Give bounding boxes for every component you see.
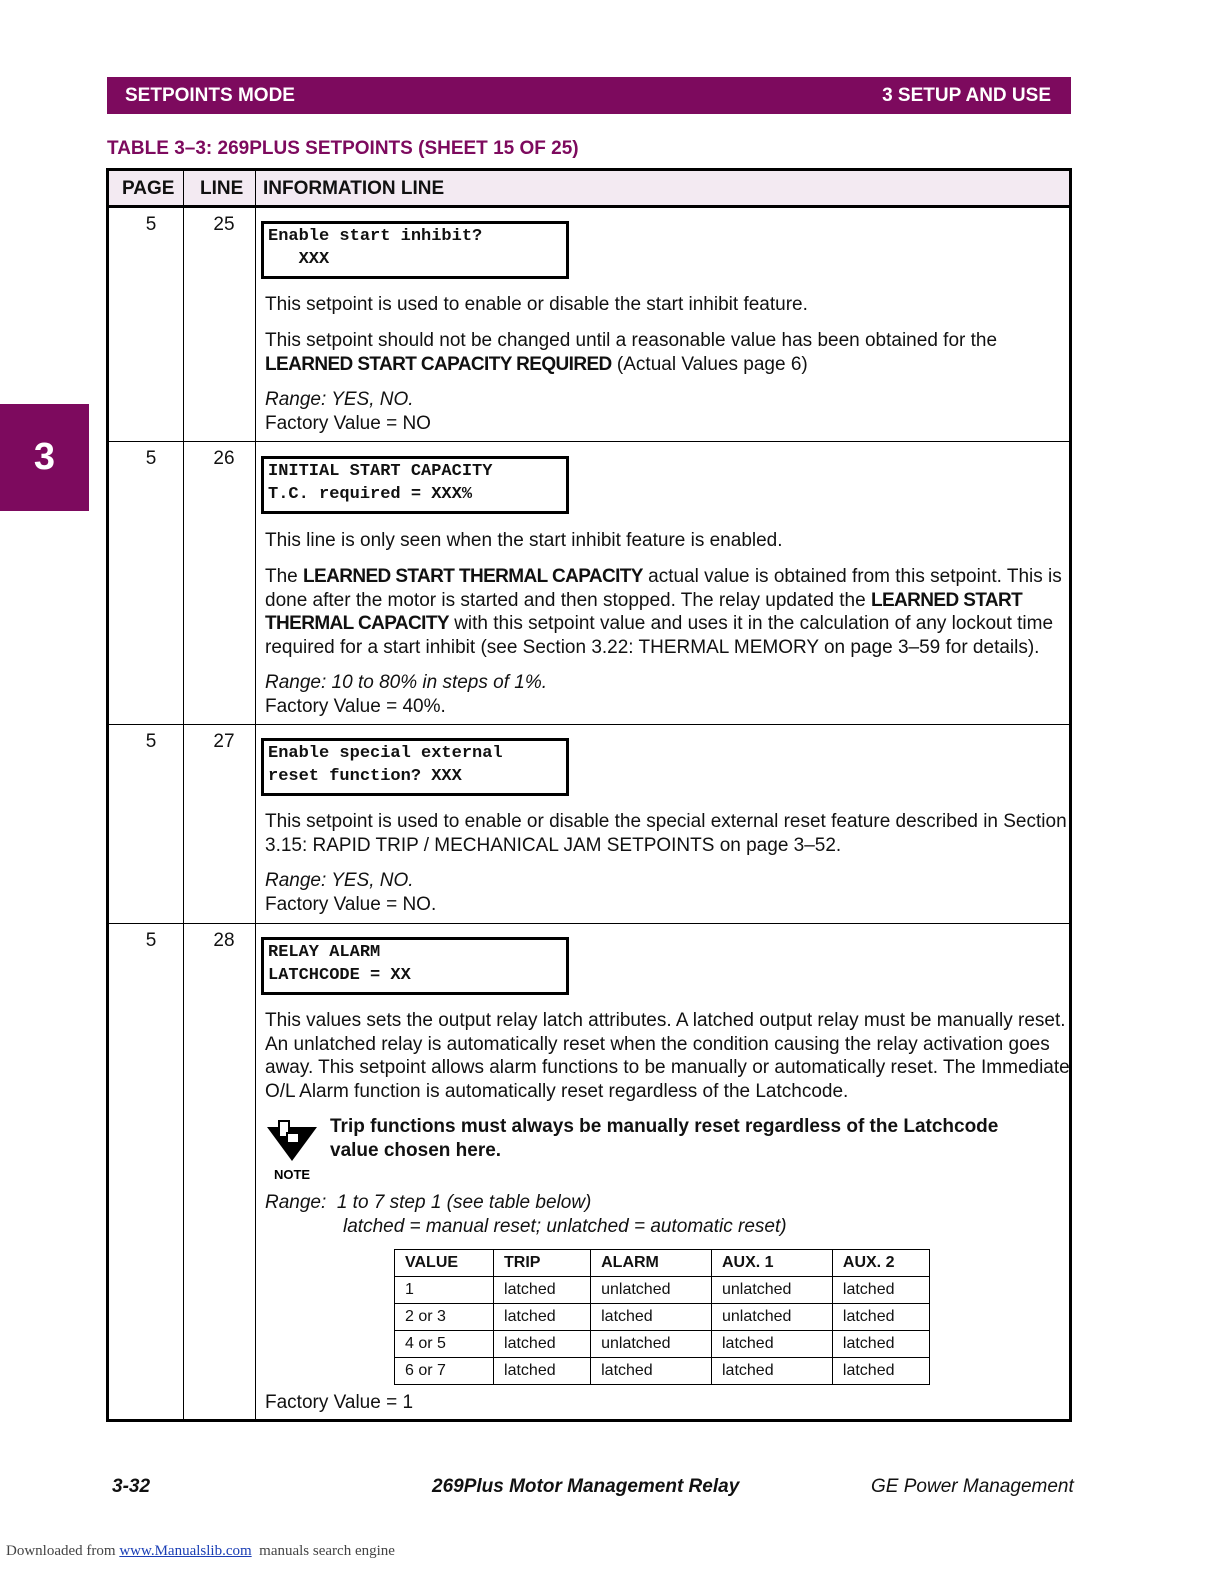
table-cell: latched bbox=[712, 1358, 833, 1385]
setpoint-reference: LEARNED START CAPACITY REQUIRED bbox=[265, 353, 612, 375]
latchcode-header: ALARM bbox=[591, 1250, 712, 1277]
table-cell: latched bbox=[494, 1331, 591, 1358]
table-cell: latched bbox=[832, 1358, 929, 1385]
company-name: GE Power Management bbox=[871, 1476, 1074, 1497]
row-page: 5 bbox=[145, 448, 157, 469]
document-title: 269Plus Motor Management Relay bbox=[432, 1476, 740, 1497]
range: Range: YES, NO. bbox=[265, 870, 414, 891]
table-cell: unlatched bbox=[591, 1277, 712, 1304]
description: The LEARNED START THERMAL CAPACITY actual value is obtained from this setpoint. This is done after the motor is started and then stopped. The relay updated the LEARNED START THERMAL CAPACITY with this setpoint value and uses it in the calculation of any lockout time required for a start inhibit (see Section 3.22: THERMAL MEMORY on page 3–59 for details). bbox=[265, 566, 1062, 658]
running-header bbox=[107, 77, 1071, 114]
column-header-info: INFORMATION LINE bbox=[263, 178, 445, 199]
lcd-display: Enable start inhibit? XXX bbox=[261, 221, 569, 279]
description: This setpoint should not be changed until a reasonable value has been obtained for the LEARNED START CAPACITY REQUIRED (Actual Values page 6) bbox=[265, 330, 998, 375]
table-title: TABLE 3–3: 269PLUS SETPOINTS (SHEET 15 OF 25) bbox=[107, 138, 579, 159]
table-cell: 2 or 3 bbox=[395, 1304, 494, 1331]
setpoint-reference: LEARNED START THERMAL CAPACITY bbox=[303, 566, 643, 587]
table-cell: latched bbox=[832, 1331, 929, 1358]
column-divider bbox=[255, 171, 256, 1419]
range: Range: 1 to 7 step 1 (see table below) bbox=[265, 1192, 592, 1213]
description: This values sets the output relay latch attributes. A latched output relay must be manually reset. An unlatched relay is automatically reset when the condition causing the relay activation goes away. This setpoint allows alarm functions to be manually or automatically reset. The Immediate O/L Alarm function is automatically reset regardless of the Latchcode. bbox=[265, 1010, 1070, 1102]
row-line: 28 bbox=[213, 930, 235, 951]
table-cell: latched bbox=[832, 1304, 929, 1331]
latchcode-header: AUX. 2 bbox=[832, 1250, 929, 1277]
table-cell: 6 or 7 bbox=[395, 1358, 494, 1385]
table-cell: latched bbox=[591, 1304, 712, 1331]
setpoints-table bbox=[106, 168, 1072, 1422]
table-cell: 4 or 5 bbox=[395, 1331, 494, 1358]
row-page: 5 bbox=[145, 930, 157, 951]
table-row bbox=[395, 1277, 930, 1304]
chapter-tab: 3 bbox=[0, 404, 89, 511]
table-cell: unlatched bbox=[591, 1331, 712, 1358]
latchcode-table bbox=[394, 1249, 930, 1385]
factory-value: Factory Value = NO. bbox=[265, 894, 437, 915]
row-line: 26 bbox=[213, 448, 235, 469]
factory-value: Factory Value = 1 bbox=[265, 1392, 414, 1413]
description: This setpoint is used to enable or disable the start inhibit feature. bbox=[265, 294, 808, 315]
table-cell: latched bbox=[494, 1277, 591, 1304]
row-divider bbox=[109, 923, 1069, 924]
row-divider bbox=[109, 441, 1069, 442]
note-label: NOTE bbox=[273, 1167, 311, 1182]
column-header-page: PAGE bbox=[122, 178, 175, 199]
column-header-line: LINE bbox=[200, 178, 244, 199]
latchcode-header: AUX. 1 bbox=[712, 1250, 833, 1277]
range-note: latched = manual reset; unlatched = automatic reset) bbox=[343, 1216, 787, 1237]
setpoint-reference: LEARNED START THERMAL CAPACITY bbox=[265, 589, 1023, 634]
table-cell: latched bbox=[832, 1277, 929, 1304]
manualslib-link[interactable]: www.Manualslib.com bbox=[119, 1543, 252, 1559]
table-header-row bbox=[109, 171, 1069, 208]
row-line: 27 bbox=[213, 731, 235, 752]
latchcode-header: TRIP bbox=[494, 1250, 591, 1277]
description: This setpoint is used to enable or disable the special external reset feature described in Section 3.15: RAPID TRIP / MECHANICAL JAM SETPOINTS on page 3–52. bbox=[265, 811, 1067, 856]
table-cell: 1 bbox=[395, 1277, 494, 1304]
lcd-display: INITIAL START CAPACITY T.C. required = XXX% bbox=[261, 456, 569, 514]
lcd-display: Enable special external reset function? XXX bbox=[261, 738, 569, 796]
latchcode-header: VALUE bbox=[395, 1250, 494, 1277]
row-page: 5 bbox=[145, 214, 157, 235]
table-cell: unlatched bbox=[712, 1277, 833, 1304]
page-number: 3-32 bbox=[112, 1476, 151, 1497]
note-text: Trip functions must always be manually reset regardless of the Latchcode value chosen here. bbox=[330, 1116, 999, 1161]
header-chapter-title: 3 SETUP AND USE bbox=[882, 84, 1051, 106]
factory-value: Factory Value = NO bbox=[265, 413, 431, 434]
column-divider bbox=[183, 171, 184, 1419]
range: Range: 10 to 80% in steps of 1%. bbox=[265, 672, 548, 693]
table-cell: latched bbox=[494, 1304, 591, 1331]
table-cell: latched bbox=[712, 1331, 833, 1358]
row-divider bbox=[109, 724, 1069, 725]
table-cell: unlatched bbox=[712, 1304, 833, 1331]
description: This line is only seen when the start inhibit feature is enabled. bbox=[265, 530, 783, 551]
table-cell: latched bbox=[494, 1358, 591, 1385]
download-notice: Downloaded from www.Manualslib.com manuals search engine bbox=[6, 1543, 395, 1559]
header-section-title: SETPOINTS MODE bbox=[125, 84, 295, 106]
factory-value: Factory Value = 40%. bbox=[265, 696, 446, 717]
table-row bbox=[395, 1304, 930, 1331]
table-cell: latched bbox=[591, 1358, 712, 1385]
latchcode-header-row bbox=[395, 1250, 930, 1277]
note-icon bbox=[265, 1119, 319, 1183]
range: Range: YES, NO. bbox=[265, 389, 414, 410]
row-page: 5 bbox=[145, 731, 157, 752]
row-line: 25 bbox=[213, 214, 235, 235]
table-row bbox=[395, 1358, 930, 1385]
table-row bbox=[395, 1331, 930, 1358]
lcd-display: RELAY ALARM LATCHCODE = XX bbox=[261, 937, 569, 995]
